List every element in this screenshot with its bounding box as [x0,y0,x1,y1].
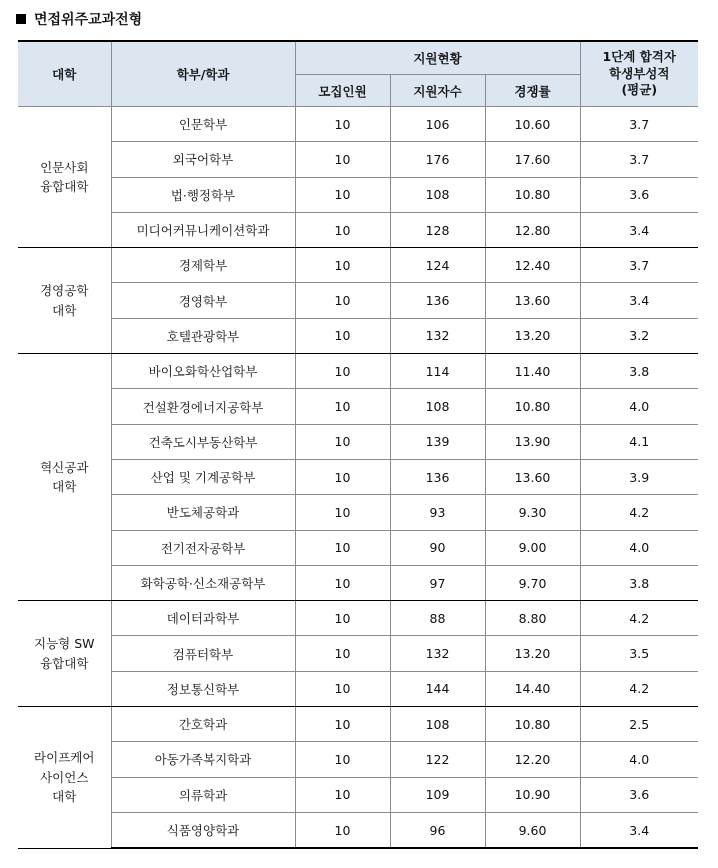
applicants-cell: 93 [390,495,485,530]
grade-cell: 3.6 [580,177,698,212]
table-row [18,318,698,353]
table-row [18,389,698,424]
table-row [18,459,698,494]
table-row [18,707,698,742]
college-name-line: 라이프케어 [34,750,95,766]
quota-cell: 10 [295,459,390,494]
quota-cell: 10 [295,636,390,671]
ratio-cell: 10.90 [485,777,580,812]
table-body [18,107,698,849]
ratio-cell: 10.80 [485,707,580,742]
applicants-cell: 88 [390,601,485,636]
header-grade-line2: 학생부성적 [609,65,670,81]
college-name-line: 사이언스 [40,769,89,785]
table-row [18,671,698,706]
header-grade-line1: 1단계 합격자 [602,48,676,64]
header-ratio: 경쟁률 [485,75,580,107]
applicants-cell: 136 [390,459,485,494]
admission-table [18,40,698,849]
grade-cell: 3.7 [580,248,698,283]
dept-cell: 데이터과학부 [111,601,295,636]
table-row [18,424,698,459]
college-name-line: 융합대학 [40,655,89,671]
grade-cell: 3.4 [580,283,698,318]
dept-cell: 경영학부 [111,283,295,318]
table-row [18,283,698,318]
applicants-cell: 144 [390,671,485,706]
dept-cell: 전기전자공학부 [111,530,295,565]
applicants-cell: 139 [390,424,485,459]
applicants-cell: 108 [390,177,485,212]
quota-cell: 10 [295,177,390,212]
dept-cell: 인문학부 [111,107,295,142]
quota-cell: 10 [295,212,390,247]
grade-cell: 4.1 [580,424,698,459]
dept-cell: 경제학부 [111,248,295,283]
ratio-cell: 9.30 [485,495,580,530]
table-row [18,107,698,142]
college-name-line: 대학 [52,302,77,318]
grade-cell: 4.2 [580,495,698,530]
applicants-cell: 108 [390,389,485,424]
ratio-cell: 13.60 [485,283,580,318]
quota-cell: 10 [295,565,390,600]
applicants-cell: 122 [390,742,485,777]
ratio-cell: 13.90 [485,424,580,459]
ratio-cell: 12.40 [485,248,580,283]
grade-cell: 2.5 [580,707,698,742]
quota-cell: 10 [295,495,390,530]
table-row [18,565,698,600]
grade-cell: 3.7 [580,107,698,142]
applicants-cell: 109 [390,777,485,812]
header-grade-line3: (평균) [621,82,658,98]
grade-cell: 3.4 [580,812,698,848]
dept-cell: 건설환경에너지공학부 [111,389,295,424]
ratio-cell: 17.60 [485,142,580,177]
quota-cell: 10 [295,318,390,353]
quota-cell: 10 [295,142,390,177]
table-row [18,177,698,212]
header-quota: 모집인원 [295,75,390,107]
dept-cell: 화학공학·신소재공학부 [111,565,295,600]
ratio-cell: 9.00 [485,530,580,565]
table-row [18,742,698,777]
college-cell [18,248,111,354]
college-name-line: 대학 [52,479,77,495]
college-cell [18,601,111,707]
college-name-line: 혁신공과 [40,459,89,475]
college-name-line: 대학 [52,789,77,805]
college-cell [18,354,111,601]
grade-cell: 3.4 [580,212,698,247]
table-row [18,812,698,848]
applicants-cell: 176 [390,142,485,177]
college-name-line: 융합대학 [40,179,89,195]
table-row [18,212,698,247]
grade-cell: 4.2 [580,601,698,636]
college-name-line: 경영공학 [40,283,89,299]
ratio-cell: 10.60 [485,107,580,142]
grade-cell: 3.6 [580,777,698,812]
ratio-cell: 14.40 [485,671,580,706]
dept-cell: 정보통신학부 [111,671,295,706]
grade-cell: 4.2 [580,671,698,706]
table-row [18,601,698,636]
header-status: 지원현황 [295,41,580,75]
dept-cell: 미디어커뮤니케이션학과 [111,212,295,247]
square-bullet-icon [16,14,26,24]
ratio-cell: 8.80 [485,601,580,636]
college-name-line: 지능형 SW [34,636,95,652]
quota-cell: 10 [295,707,390,742]
grade-cell: 4.0 [580,742,698,777]
applicants-cell: 136 [390,283,485,318]
grade-cell: 3.8 [580,565,698,600]
dept-cell: 의류학과 [111,777,295,812]
page-title-text: 면접위주교과전형 [34,12,143,28]
grade-cell: 3.8 [580,354,698,389]
table-row [18,248,698,283]
applicants-cell: 128 [390,212,485,247]
quota-cell: 10 [295,283,390,318]
dept-cell: 식품영양학과 [111,812,295,848]
dept-cell: 산업 및 기계공학부 [111,459,295,494]
quota-cell: 10 [295,812,390,848]
ratio-cell: 12.20 [485,742,580,777]
ratio-cell: 9.70 [485,565,580,600]
table-row [18,495,698,530]
quota-cell: 10 [295,389,390,424]
applicants-cell: 97 [390,565,485,600]
table-row [18,142,698,177]
applicants-cell: 132 [390,318,485,353]
dept-cell: 반도체공학과 [111,495,295,530]
dept-cell: 간호학과 [111,707,295,742]
header-grade [580,41,698,107]
dept-cell: 건축도시부동산학부 [111,424,295,459]
college-name-line: 인문사회 [40,159,89,175]
applicants-cell: 124 [390,248,485,283]
ratio-cell: 10.80 [485,177,580,212]
header-college: 대학 [18,41,111,107]
dept-cell: 법·행정학부 [111,177,295,212]
applicants-cell: 114 [390,354,485,389]
quota-cell: 10 [295,354,390,389]
quota-cell: 10 [295,671,390,706]
quota-cell: 10 [295,601,390,636]
table-row [18,354,698,389]
college-cell [18,707,111,849]
grade-cell: 3.9 [580,459,698,494]
table-row [18,777,698,812]
table-row [18,636,698,671]
dept-cell: 외국어학부 [111,142,295,177]
applicants-cell: 106 [390,107,485,142]
ratio-cell: 10.80 [485,389,580,424]
ratio-cell: 9.60 [485,812,580,848]
ratio-cell: 13.20 [485,636,580,671]
table-header [18,41,698,107]
college-cell [18,107,111,248]
dept-cell: 바이오화학산업학부 [111,354,295,389]
quota-cell: 10 [295,424,390,459]
grade-cell: 3.2 [580,318,698,353]
quota-cell: 10 [295,248,390,283]
header-dept: 학부/학과 [111,41,295,107]
dept-cell: 호텔관광학부 [111,318,295,353]
applicants-cell: 90 [390,530,485,565]
dept-cell: 컴퓨터학부 [111,636,295,671]
quota-cell: 10 [295,742,390,777]
table-row [18,530,698,565]
applicants-cell: 96 [390,812,485,848]
ratio-cell: 13.20 [485,318,580,353]
quota-cell: 10 [295,777,390,812]
quota-cell: 10 [295,107,390,142]
dept-cell: 아동가족복지학과 [111,742,295,777]
header-applicants: 지원자수 [390,75,485,107]
ratio-cell: 12.80 [485,212,580,247]
grade-cell: 3.7 [580,142,698,177]
grade-cell: 4.0 [580,530,698,565]
grade-cell: 3.5 [580,636,698,671]
applicants-cell: 132 [390,636,485,671]
ratio-cell: 11.40 [485,354,580,389]
page-title [16,9,142,29]
quota-cell: 10 [295,530,390,565]
applicants-cell: 108 [390,707,485,742]
ratio-cell: 13.60 [485,459,580,494]
grade-cell: 4.0 [580,389,698,424]
